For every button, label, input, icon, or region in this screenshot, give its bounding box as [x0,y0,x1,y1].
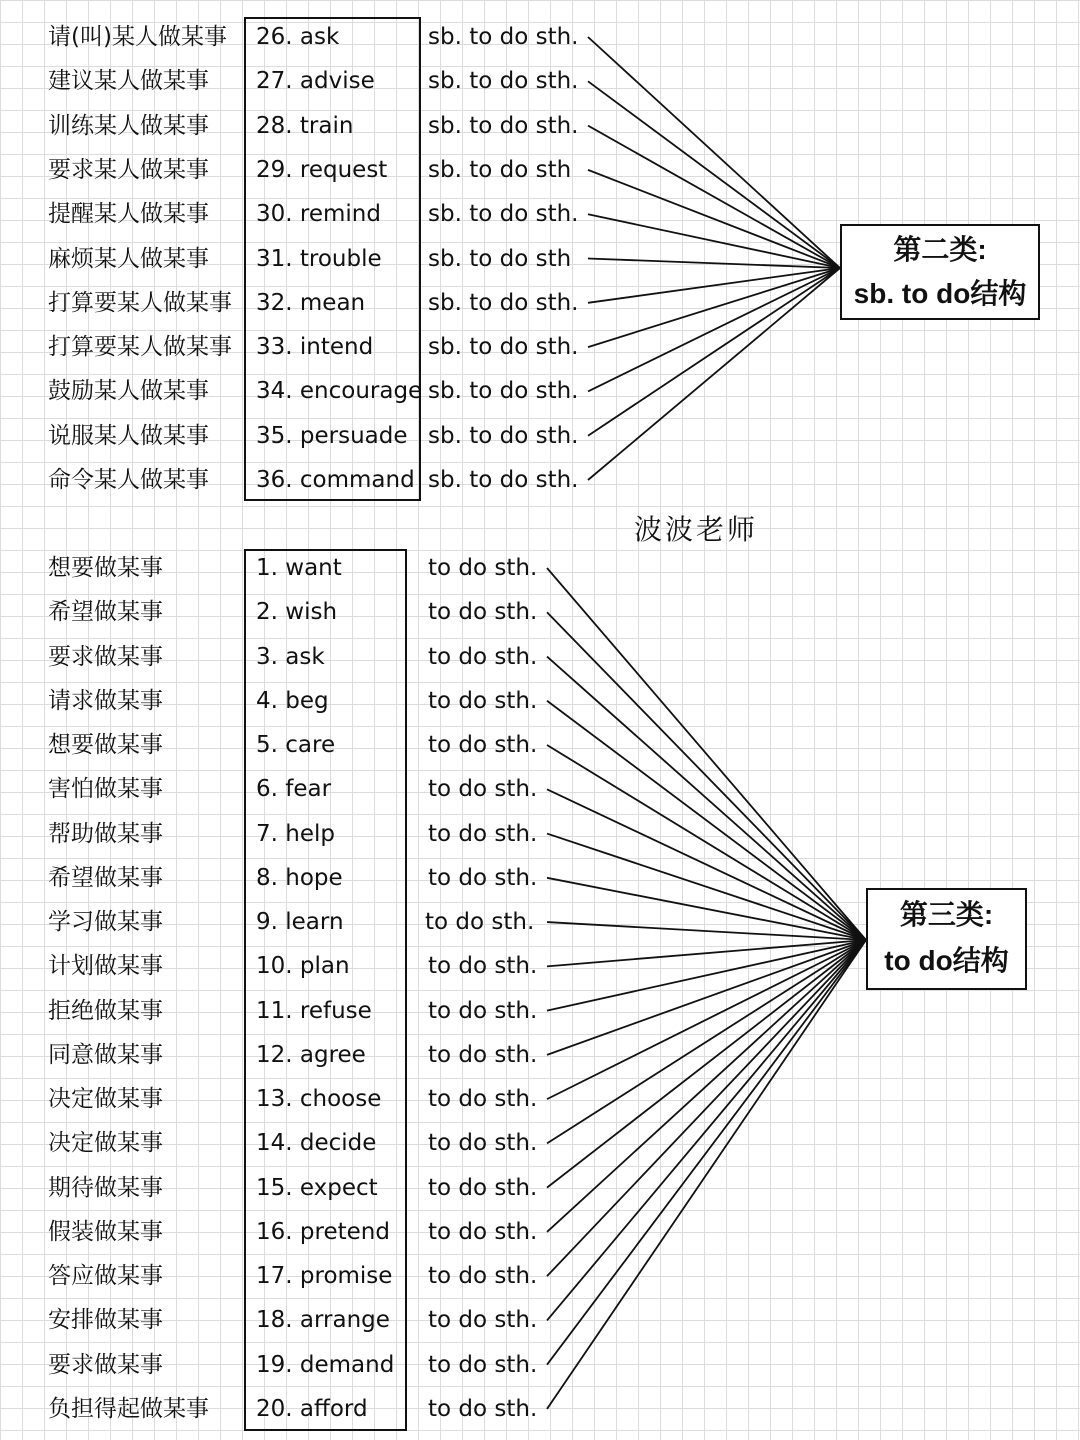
chinese-meaning: 建议某人做某事 [48,68,209,95]
pattern-text: to do sth. [428,687,538,714]
pattern-text: to do sth. [428,1086,538,1113]
pattern-text: sb. to do sth. [428,334,579,361]
chinese-meaning: 同意做某事 [48,1041,163,1068]
pattern-text: to do sth. [428,555,538,581]
verb-label: 17. promise [256,1263,393,1290]
chinese-meaning: 请求做某事 [48,687,163,714]
category-title: 第二类: [893,234,987,265]
connector-line [547,940,866,1232]
verb-label: 14. decide [256,1130,377,1157]
pattern-text: to do sth. [428,1307,538,1334]
verb-label: 11. refuse [256,997,372,1024]
chinese-meaning: 麻烦某人做某事 [48,245,209,272]
chinese-meaning: 打算要某人做某事 [48,289,232,316]
verb-label: 26. ask [256,24,340,50]
chinese-meaning: 害怕做某事 [48,776,163,803]
chinese-meaning: 答应做某事 [48,1263,163,1290]
verb-label: 36. command [256,467,415,493]
verb-label: 6. fear [256,776,332,803]
chinese-meaning: 想要做某事 [48,555,163,581]
verb-label: 28. train [256,112,354,139]
pattern-text: to do sth. [428,643,538,670]
verb-label: 18. arrange [256,1307,390,1334]
chinese-meaning: 负担得起做某事 [48,1395,209,1422]
category-title: 第三类: [899,899,994,930]
pattern-text: sb. to do sth. [428,24,579,50]
verb-label: 9. learn [256,909,344,936]
chinese-meaning: 假装做某事 [48,1218,163,1245]
pattern-text: sb. to do sth. [428,68,579,95]
verb-label: 34. encourage [256,378,423,405]
pattern-text: sb. to do sth [428,156,572,183]
connector-line [588,268,840,347]
pattern-text: sb. to do sth. [428,289,579,316]
chinese-meaning: 命令某人做某事 [48,467,209,493]
connector-line [547,940,866,1143]
connector-line [588,37,840,268]
chinese-meaning: 希望做某事 [48,864,163,891]
connector-line [547,940,866,1365]
chinese-meaning: 安排做某事 [48,1307,163,1334]
connector-line [547,940,866,966]
verb-label: 15. expect [256,1174,378,1201]
connector-line [588,126,840,268]
chinese-meaning: 拒绝做某事 [48,997,163,1024]
pattern-text: to do sth. [428,1263,538,1290]
category-subtitle: to do结构 [884,945,1009,976]
verb-label: 31. trouble [256,245,382,272]
verb-label: 32. mean [256,289,366,316]
verb-label: 10. plan [256,953,350,980]
chinese-meaning: 要求某人做某事 [48,156,209,183]
pattern-text: to do sth. [428,997,538,1024]
connector-line [547,568,866,940]
pattern-text: sb. to do sth. [428,422,579,449]
verb-label: 4. beg [256,687,329,714]
verb-label: 8. hope [256,864,343,891]
verb-label: 33. intend [256,334,374,361]
pattern-text: to do sth. [428,1218,538,1245]
connector-line [547,940,866,1011]
connector-line [588,81,840,268]
pattern-text: to do sth. [428,1041,538,1068]
category-subtitle: sb. to do结构 [853,278,1027,309]
chinese-meaning: 鼓励某人做某事 [48,378,209,405]
chinese-meaning: 提醒某人做某事 [48,201,209,228]
connector-line [547,940,866,1099]
connector-line [547,657,866,940]
connector-line [547,612,866,940]
connector-line [547,940,866,1276]
author-signature: 波波老师 [634,513,759,546]
chinese-meaning: 要求做某事 [48,1351,163,1378]
connector-line [547,789,866,940]
connector-line [547,940,866,1188]
pattern-text: sb. to do sth. [428,467,579,493]
verb-label: 3. ask [256,643,325,670]
connector-line [547,701,866,940]
verb-label: 7. help [256,820,335,847]
chinese-meaning: 帮助做某事 [48,820,163,847]
pattern-text: to do sth. [428,1174,538,1201]
verb-label: 20. afford [256,1395,368,1422]
connector-line [547,940,866,1409]
verb-label: 35. persuade [256,422,408,449]
pattern-text: to do sth. [428,1351,538,1378]
pattern-text: to do sth. [428,1395,538,1422]
pattern-text: sb. to do sth. [428,112,579,139]
connector-line [588,268,840,480]
verb-label: 19. demand [256,1351,395,1378]
verb-label: 12. agree [256,1041,366,1068]
chinese-meaning: 希望做某事 [48,599,163,626]
pattern-text: to do sth. [428,732,538,759]
chinese-meaning: 说服某人做某事 [48,422,209,449]
category-box-to-do [866,888,1027,990]
pattern-text: to do sth. [428,953,538,980]
pattern-text: to do sth. [428,864,538,891]
pattern-text: to do sth. [428,776,538,803]
chinese-meaning: 请(叫)某人做某事 [48,24,227,50]
verb-label: 2. wish [256,599,338,626]
chinese-meaning: 训练某人做某事 [48,112,209,139]
connector-line [588,170,840,268]
verb-label: 16. pretend [256,1218,390,1245]
chinese-meaning: 决定做某事 [48,1130,163,1157]
verb-label: 30. remind [256,201,381,228]
chinese-meaning: 计划做某事 [48,953,163,980]
connector-line [588,268,840,436]
verb-label: 1. want [256,555,342,581]
chinese-meaning: 期待做某事 [48,1174,163,1201]
chinese-meaning: 想要做某事 [48,732,163,759]
category-box-sb-to-do [840,224,1040,320]
verb-label: 5. care [256,732,336,759]
connector-line [547,745,866,940]
pattern-text: to do sth. [428,820,538,847]
chinese-meaning: 要求做某事 [48,643,163,670]
verb-label: 13. choose [256,1086,382,1113]
chinese-meaning: 打算要某人做某事 [48,334,232,361]
pattern-text: to do sth. [428,1130,538,1157]
chinese-meaning: 决定做某事 [48,1086,163,1113]
pattern-text: to do sth. [428,599,538,626]
connector-line [588,268,840,303]
verb-label: 27. advise [256,68,375,95]
pattern-text: to do sth. [425,909,535,936]
pattern-text: sb. to do sth [428,245,572,272]
pattern-text: sb. to do sth. [428,201,579,228]
pattern-text: sb. to do sth. [428,378,579,405]
chinese-meaning: 学习做某事 [48,909,163,936]
verb-label: 29. request [256,156,388,183]
